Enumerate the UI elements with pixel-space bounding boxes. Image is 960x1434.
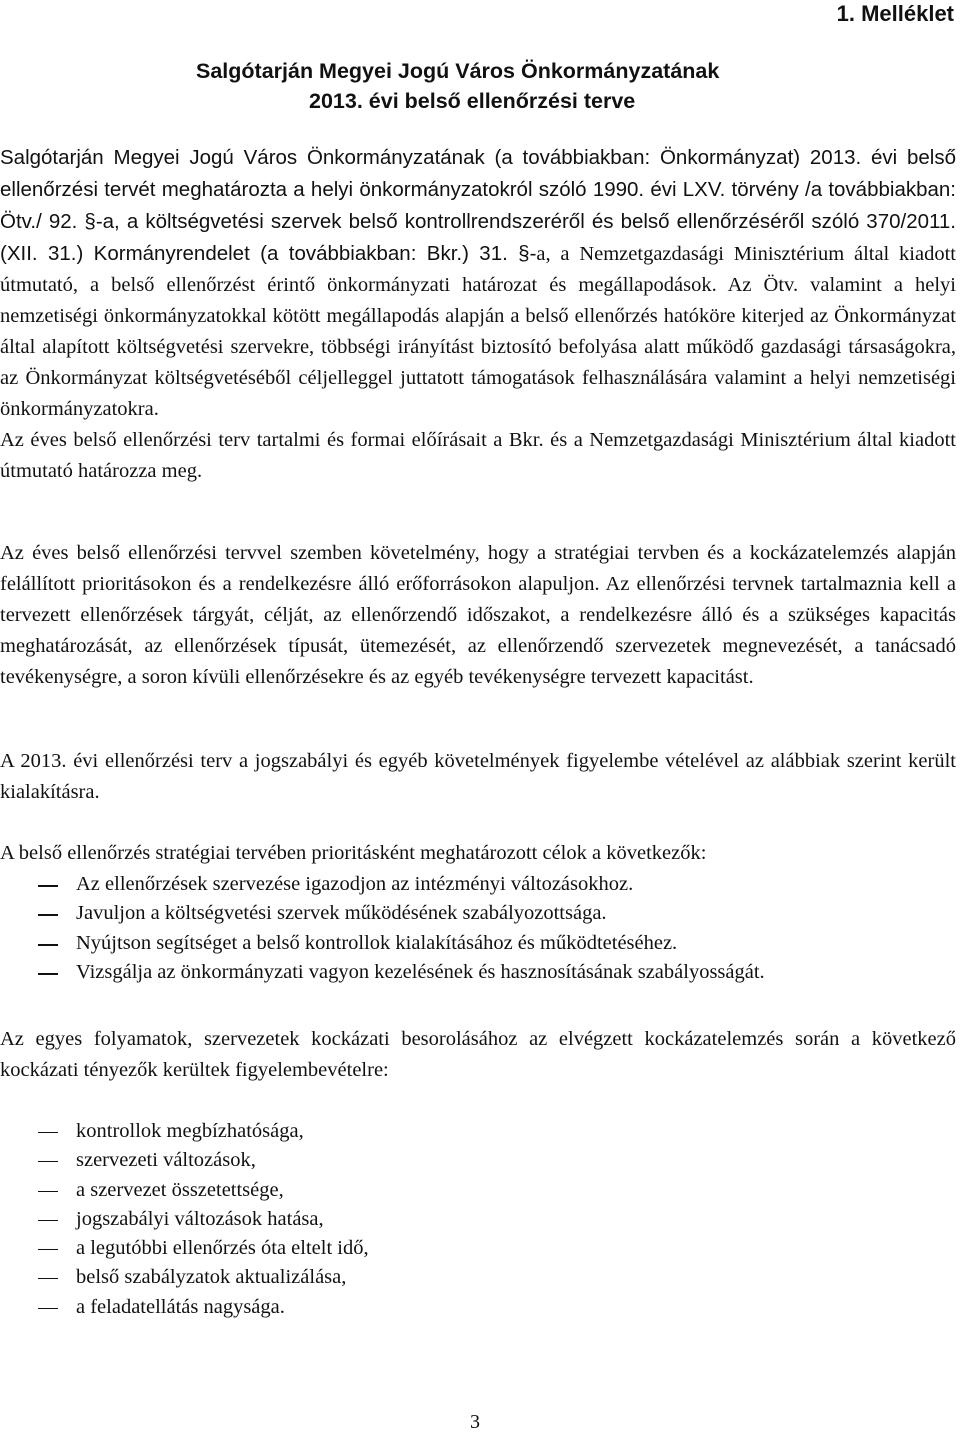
- document-title-line-1: Salgótarján Megyei Jogú Város Önkormányzatának: [196, 59, 720, 83]
- dash-icon: [38, 914, 58, 916]
- dash-icon: [38, 1161, 58, 1162]
- dash-icon: [38, 973, 58, 975]
- list-item: a legutóbbi ellenőrzés óta eltelt idő,: [0, 1234, 369, 1263]
- intro-paragraph: [0, 142, 956, 487]
- intro-legal-basis: Salgótarján Megyei Jogú Város Önkormányzatának (a továbbiakban: Önkormányzat) 2013. évi belső ellenőrzési tervét meghatározta a helyi önkormányzatokról szóló 1990. évi LXV. törvény /a továbbiakban: Ötv./ 92. §-a, a költségvetési szervek belső kontrollrendszeréről és belső ellenőrzéséről szóló 370/2011. (XII. 31.) Kormányrendelet (a továbbiakban: Bkr.) 31. §-: [0, 146, 956, 265]
- list-item: Az ellenőrzések szervezése igazodjon az intézményi változásokhoz.: [0, 870, 765, 899]
- list-item: a feladatellátás nagysága.: [0, 1293, 369, 1322]
- dash-icon: [38, 944, 58, 946]
- dash-icon: [38, 1220, 58, 1221]
- list-item: Vizsgálja az önkormányzati vagyon kezelésének és hasznosításának szabályosságát.: [0, 958, 765, 987]
- dash-icon: [38, 1278, 58, 1279]
- list-item: Javuljon a költségvetési szervek működésének szabályozottsága.: [0, 899, 765, 928]
- goals-list: [0, 870, 765, 987]
- requirements-paragraph: Az éves belső ellenőrzési tervvel szemben követelmény, hogy a stratégiai tervben és a kockázatelemzés alapján felállított prioritásokon és a rendelkezésre álló erőforrásokon alapuljon. Az ellenőrzési tervnek tartalmaznia kell a tervezett ellenőrzések tárgyát, célját, az ellenőrzendő időszakot, a rendelkezésre álló és a szükséges kapacitás meghatározását, az ellenőrzések típusát, ütemezését, az ellenőrzendő szervezetek megnevezését, a tanácsadó tevékenységre, a soron kívüli ellenőrzésekre és az egyéb tevékenységre tervezett kapacitást.: [0, 542, 956, 688]
- goals-lead: A belső ellenőrzés stratégiai tervében prioritásként meghatározott célok a következők:: [0, 842, 707, 864]
- dash-icon: [38, 1249, 58, 1250]
- list-item: Nyújtson segítséget a belső kontrollok kialakításához és működtetéséhez.: [0, 929, 765, 958]
- list-item: jogszabályi változások hatása,: [0, 1205, 369, 1234]
- page-number: 3: [470, 1411, 480, 1433]
- document-title-line-2: 2013. évi belső ellenőrzési terve: [309, 89, 636, 113]
- list-item: a szervezet összetettsége,: [0, 1176, 369, 1205]
- document-title: [0, 56, 960, 116]
- dash-icon: [38, 1308, 58, 1309]
- dash-icon: [38, 885, 58, 887]
- dash-icon: [38, 1191, 58, 1192]
- risk-factors-lead: Az egyes folyamatok, szervezetek kockázati besorolásához az elvégzett kockázatelemzés során a következő kockázati tényezők kerültek figyelembevételre:: [0, 1028, 956, 1081]
- list-item: szervezeti változások,: [0, 1146, 369, 1175]
- risk-factors-list: [0, 1117, 369, 1322]
- intro-closing: Az éves belső ellenőrzési terv tartalmi és formai előírásait a Bkr. és a Nemzetgazdasági Minisztérium által kiadott útmutató határozza meg.: [0, 429, 956, 482]
- annex-label: 1. Melléklet: [836, 1, 954, 26]
- intro-scope: a, a Nemzetgazdasági Minisztérium által kiadott útmutató, a belső ellenőrzést érintő önkormányzati határozat és megállapodások. Az Ötv. valamint a helyi nemzetiségi önkormányzatokkal kötött megállapodás alapján a belső ellenőrzés hatóköre kiterjed az Önkormányzat által alapított költségvetési szervekre, többségi irányítást biztosító befolyása alatt működő gazdasági társaságokra, az Önkormányzat költségvetéséből céljelleggel juttatott támogatások felhasználására valamint a helyi nemzetiségi önkormányzatokra.: [0, 243, 956, 420]
- plan-paragraph: A 2013. évi ellenőrzési terv a jogszabályi és egyéb követelmények figyelembe vételével az alábbiak szerint került kialakításra.: [0, 750, 956, 803]
- dash-icon: [38, 1132, 58, 1133]
- list-item: belső szabályzatok aktualizálása,: [0, 1263, 369, 1292]
- list-item: kontrollok megbízhatósága,: [0, 1117, 369, 1146]
